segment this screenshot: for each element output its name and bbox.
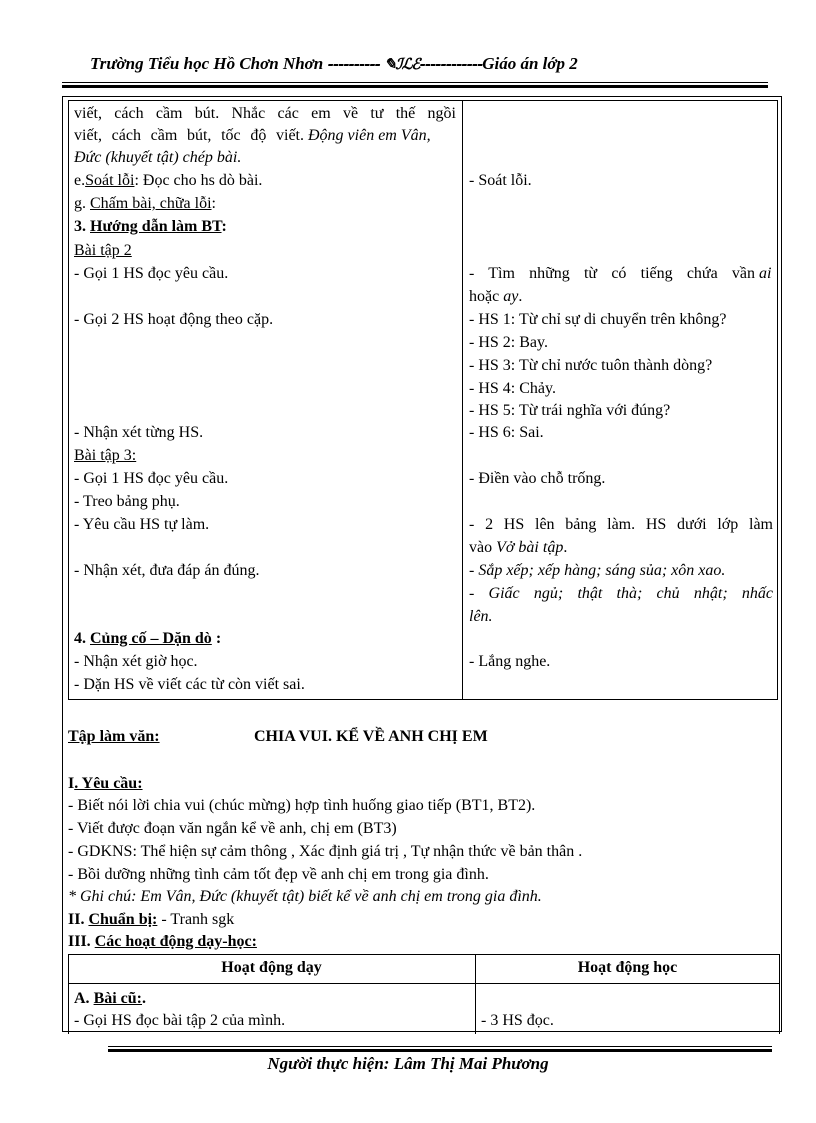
table-cell-text: - HS 4: Chảy. (469, 380, 556, 397)
table-cell-text: e.Soát lỗi: Đọc cho hs dò bài. (74, 172, 263, 189)
table-cell-text: - Nhận xét, đưa đáp án đúng. (74, 562, 260, 579)
section-heading: 3. Hướng dẫn làm BT: (74, 218, 227, 235)
table-cell-text: - Điền vào chỗ trống. (469, 470, 606, 487)
table-cell-text: - HS 5: Từ trái nghĩa với đúng? (469, 402, 671, 419)
table-row-heading: A. Bài cũ:. (74, 990, 147, 1007)
footer-rule-thick (108, 1049, 772, 1052)
header-ornament: ---------- ✎ℐℒℰ------------ (327, 55, 483, 73)
requirements-heading: I. Yêu cầu: (68, 775, 143, 792)
table-cell-text: - Nhận xét từng HS. (74, 424, 204, 441)
table-cell-text: - Gọi 1 HS đọc yêu cầu. (74, 470, 229, 487)
requirement-item: - Viết được đoạn văn ngắn kể về anh, chị em (BT3) (68, 820, 397, 837)
table-cell-text: - 3 HS đọc. (481, 1012, 554, 1029)
preparation-line: II. Chuẩn bị: - Tranh sgk (68, 911, 235, 928)
table-cell-text: - 2 HS lên bảng làm. HS dưới lớp làm (469, 516, 773, 533)
table-cell-text: - Yêu cầu HS tự làm. (74, 516, 210, 533)
activities-heading: III. Các hoạt động dạy-học: (68, 933, 257, 950)
table-cell-text: - HS 6: Sai. (469, 424, 544, 441)
section-label: Tập làm văn: (68, 728, 160, 745)
table-cell-text: vào Vở bài tập. (469, 539, 568, 556)
lesson-table-divider (462, 100, 463, 700)
requirement-item: - GDKNS: Thể hiện sự cảm thông , Xác định giá trị , Tự nhận thức về bản thân . (68, 843, 583, 860)
table-cell-text: - Tìm những từ có tiếng chứa vần ai (469, 265, 772, 282)
table-cell-text: - Nhận xét giờ học. (74, 653, 198, 670)
table-cell-text: hoặc ay. (469, 288, 523, 305)
table-cell-text: - Gọi HS đọc bài tập 2 của mình. (74, 1012, 286, 1029)
table-cell-text: - Lắng nghe. (469, 653, 551, 670)
requirement-item: - Bồi dưỡng những tình cảm tốt đẹp về anh chị em trong gia đình. (68, 866, 489, 883)
table-cell-text: viết, cách cầm bút, tốc độ viết. Động viên em Vân, (74, 127, 431, 144)
school-name: Trường Tiểu học Hồ Chơn Nhơn (90, 54, 324, 73)
subject-label: Giáo án lớp 2 (482, 54, 578, 73)
exercise-label: Bài tập 3: (74, 447, 137, 464)
note-text: * Ghi chú: Em Vân, Đức (khuyết tật) biết kể về anh chị em trong gia đình. (68, 888, 542, 905)
header-rule-thin (62, 82, 768, 83)
footer-rule-thin (108, 1046, 772, 1047)
section-heading: 4. Củng cố – Dặn dò : (74, 630, 222, 647)
table-cell-text: - Treo bảng phụ. (74, 493, 180, 510)
table-cell-text: Đức (khuyết tật) chép bài. (74, 149, 242, 166)
table-cell-text: - Gọi 1 HS đọc yêu cầu. (74, 265, 229, 282)
table-cell-text: - Dặn HS về viết các từ còn viết sai. (74, 676, 305, 693)
table-cell-text: g. Chấm bài, chữa lỗi: (74, 195, 216, 212)
lesson-title: CHIA VUI. KỂ VỀ ANH CHỊ EM (254, 728, 488, 745)
table-cell-text: - Sắp xếp; xếp hàng; sáng sủa; xôn xao. (469, 562, 726, 579)
header-rule-thick (62, 85, 768, 88)
table-header-teaching: Hoạt động dạy (221, 959, 322, 976)
page-header (90, 54, 578, 74)
table-cell-text: - Soát lỗi. (469, 172, 532, 189)
table-header-learning: Hoạt động học (577, 959, 678, 976)
table-cell-text: - Giấc ngủ; thật thà; chủ nhật; nhấc (469, 585, 773, 602)
table-cell-text: - HS 2: Bay. (469, 334, 548, 351)
requirement-item: - Biết nói lời chia vui (chúc mừng) hợp tình huống giao tiếp (BT1, BT2). (68, 797, 536, 814)
activities-table-header-rule (68, 983, 780, 984)
exercise-label: Bài tập 2 (74, 242, 132, 259)
section-title (68, 728, 488, 746)
table-cell-text: - HS 3: Từ chỉ nước tuôn thành dòng? (469, 357, 713, 374)
table-cell-text: - HS 1: Từ chỉ sự di chuyển trên không? (469, 311, 727, 328)
table-cell-text: - Gọi 2 HS hoạt động theo cặp. (74, 311, 274, 328)
table-cell-text: viết, cách cầm bút. Nhắc các em về tư thế ngồi (74, 105, 456, 122)
table-cell-text: lên. (469, 608, 493, 625)
footer-author: Người thực hiện: Lâm Thị Mai Phương (267, 1054, 549, 1073)
